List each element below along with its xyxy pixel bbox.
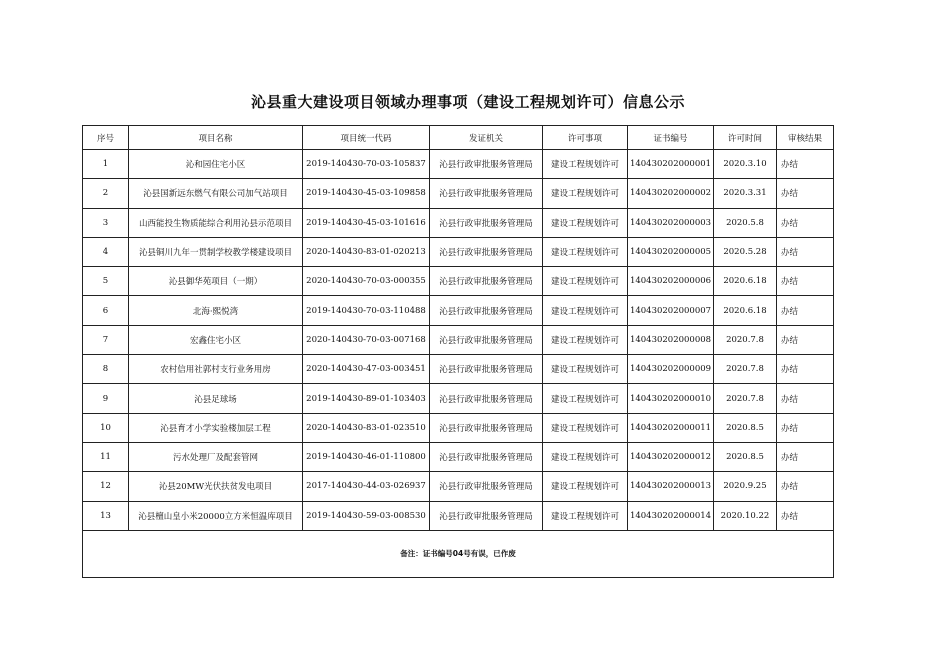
- cell-seq: 3: [83, 208, 129, 237]
- cell-seq: 10: [83, 413, 129, 442]
- cell-cert-number: 140430202000010: [628, 384, 714, 413]
- header-authority: 发证机关: [430, 126, 543, 150]
- cell-result: 办结: [777, 355, 834, 384]
- note-text: 备注：证书编号04号有误，已作废: [83, 530, 834, 577]
- cell-authority: 沁县行政审批服务管理局: [430, 413, 543, 442]
- cell-result: 办结: [777, 325, 834, 354]
- cell-seq: 12: [83, 472, 129, 501]
- cell-permit-date: 2020.3.31: [714, 179, 777, 208]
- cell-seq: 6: [83, 296, 129, 325]
- cell-project-code: 2020-140430-83-01-023510: [303, 413, 430, 442]
- cell-result: 办结: [777, 150, 834, 179]
- cell-cert-number: 140430202000014: [628, 501, 714, 530]
- cell-authority: 沁县行政审批服务管理局: [430, 472, 543, 501]
- cell-cert-number: 140430202000005: [628, 237, 714, 266]
- table-row: [83, 501, 834, 530]
- cell-permit-item: 建设工程规划许可: [543, 237, 628, 266]
- cell-result: 办结: [777, 501, 834, 530]
- cell-result: 办结: [777, 384, 834, 413]
- cell-seq: 5: [83, 267, 129, 296]
- cell-permit-date: 2020.5.8: [714, 208, 777, 237]
- cell-project-code: 2020-140430-70-03-000355: [303, 267, 430, 296]
- table-row: [83, 237, 834, 266]
- cell-permit-item: 建设工程规划许可: [543, 296, 628, 325]
- cell-permit-item: 建设工程规划许可: [543, 267, 628, 296]
- cell-project-code: 2017-140430-44-03-026937: [303, 472, 430, 501]
- header-result: 审核结果: [777, 126, 834, 150]
- cell-cert-number: 140430202000012: [628, 442, 714, 471]
- table-row: [83, 325, 834, 354]
- cell-authority: 沁县行政审批服务管理局: [430, 267, 543, 296]
- cell-project-name: 山西能投生物质能综合利用沁县示范项目: [129, 208, 303, 237]
- cell-project-code: 2019-140430-45-03-101616: [303, 208, 430, 237]
- permit-table: [82, 125, 834, 578]
- cell-project-name: 沁县铜川九年一贯制学校教学楼建设项目: [129, 237, 303, 266]
- cell-permit-item: 建设工程规划许可: [543, 472, 628, 501]
- cell-cert-number: 140430202000003: [628, 208, 714, 237]
- cell-permit-date: 2020.6.18: [714, 267, 777, 296]
- cell-project-code: 2019-140430-70-03-110488: [303, 296, 430, 325]
- table-row: [83, 267, 834, 296]
- cell-permit-date: 2020.9.25: [714, 472, 777, 501]
- cell-project-name: 污水处理厂及配套管网: [129, 442, 303, 471]
- cell-seq: 9: [83, 384, 129, 413]
- cell-project-code: 2019-140430-45-03-109858: [303, 179, 430, 208]
- table-header-row: [83, 126, 834, 150]
- cell-cert-number: 140430202000007: [628, 296, 714, 325]
- cell-authority: 沁县行政审批服务管理局: [430, 179, 543, 208]
- cell-project-name: 沁县20MW光伏扶贫发电项目: [129, 472, 303, 501]
- cell-authority: 沁县行政审批服务管理局: [430, 501, 543, 530]
- cell-seq: 11: [83, 442, 129, 471]
- cell-permit-item: 建设工程规划许可: [543, 179, 628, 208]
- cell-permit-date: 2020.5.28: [714, 237, 777, 266]
- cell-seq: 1: [83, 150, 129, 179]
- cell-permit-date: 2020.7.8: [714, 384, 777, 413]
- table-row: [83, 355, 834, 384]
- cell-authority: 沁县行政审批服务管理局: [430, 237, 543, 266]
- table-body: [83, 150, 834, 578]
- cell-seq: 13: [83, 501, 129, 530]
- header-seq: 序号: [83, 126, 129, 150]
- table-row: [83, 179, 834, 208]
- cell-cert-number: 140430202000001: [628, 150, 714, 179]
- table-row: [83, 413, 834, 442]
- cell-seq: 4: [83, 237, 129, 266]
- cell-permit-item: 建设工程规划许可: [543, 150, 628, 179]
- cell-authority: 沁县行政审批服务管理局: [430, 296, 543, 325]
- cell-cert-number: 140430202000011: [628, 413, 714, 442]
- cell-project-name: 沁县育才小学实验楼加层工程: [129, 413, 303, 442]
- cell-permit-item: 建设工程规划许可: [543, 413, 628, 442]
- cell-project-code: 2019-140430-59-03-008530: [303, 501, 430, 530]
- table-row: [83, 296, 834, 325]
- cell-result: 办结: [777, 237, 834, 266]
- header-permit-item: 许可事项: [543, 126, 628, 150]
- cell-seq: 8: [83, 355, 129, 384]
- cell-project-code: 2020-140430-83-01-020213: [303, 237, 430, 266]
- cell-project-name: 沁县国新远东燃气有限公司加气站项目: [129, 179, 303, 208]
- cell-authority: 沁县行政审批服务管理局: [430, 384, 543, 413]
- cell-result: 办结: [777, 413, 834, 442]
- cell-result: 办结: [777, 442, 834, 471]
- table-row: [83, 150, 834, 179]
- cell-permit-item: 建设工程规划许可: [543, 384, 628, 413]
- cell-project-name: 农村信用社郭村支行业务用房: [129, 355, 303, 384]
- cell-permit-date: 2020.6.18: [714, 296, 777, 325]
- cell-project-code: 2019-140430-89-01-103403: [303, 384, 430, 413]
- cell-permit-item: 建设工程规划许可: [543, 442, 628, 471]
- cell-seq: 2: [83, 179, 129, 208]
- cell-project-code: 2019-140430-70-03-105837: [303, 150, 430, 179]
- cell-project-name: 沁县足球场: [129, 384, 303, 413]
- cell-cert-number: 140430202000002: [628, 179, 714, 208]
- cell-project-name: 宏鑫住宅小区: [129, 325, 303, 354]
- cell-cert-number: 140430202000013: [628, 472, 714, 501]
- page-title: 沁县重大建设项目领域办理事项（建设工程规划许可）信息公示: [250, 93, 685, 111]
- cell-authority: 沁县行政审批服务管理局: [430, 442, 543, 471]
- cell-authority: 沁县行政审批服务管理局: [430, 150, 543, 179]
- cell-permit-item: 建设工程规划许可: [543, 325, 628, 354]
- table-row: [83, 208, 834, 237]
- cell-permit-item: 建设工程规划许可: [543, 501, 628, 530]
- cell-permit-date: 2020.7.8: [714, 325, 777, 354]
- header-cert-number: 证书编号: [628, 126, 714, 150]
- header-project-name: 项目名称: [129, 126, 303, 150]
- cell-project-name: 沁和园住宅小区: [129, 150, 303, 179]
- cell-result: 办结: [777, 296, 834, 325]
- cell-project-name: 沁县檀山皇小米20000立方米恒温库项目: [129, 501, 303, 530]
- cell-result: 办结: [777, 208, 834, 237]
- cell-project-name: 沁县御华苑项目（一期）: [129, 267, 303, 296]
- table-row: [83, 472, 834, 501]
- cell-result: 办结: [777, 472, 834, 501]
- cell-project-code: 2020-140430-70-03-007168: [303, 325, 430, 354]
- table-row: [83, 442, 834, 471]
- cell-project-code: 2020-140430-47-03-003451: [303, 355, 430, 384]
- cell-authority: 沁县行政审批服务管理局: [430, 355, 543, 384]
- cell-permit-date: 2020.8.5: [714, 442, 777, 471]
- cell-result: 办结: [777, 267, 834, 296]
- cell-permit-item: 建设工程规划许可: [543, 355, 628, 384]
- cell-result: 办结: [777, 179, 834, 208]
- cell-cert-number: 140430202000009: [628, 355, 714, 384]
- header-project-code: 项目统一代码: [303, 126, 430, 150]
- header-permit-date: 许可时间: [714, 126, 777, 150]
- cell-permit-date: 2020.3.10: [714, 150, 777, 179]
- cell-cert-number: 140430202000006: [628, 267, 714, 296]
- cell-project-name: 北海·熙悦湾: [129, 296, 303, 325]
- cell-permit-date: 2020.10.22: [714, 501, 777, 530]
- cell-permit-item: 建设工程规划许可: [543, 208, 628, 237]
- cell-seq: 7: [83, 325, 129, 354]
- note-row: [83, 530, 834, 577]
- cell-permit-date: 2020.7.8: [714, 355, 777, 384]
- table-row: [83, 384, 834, 413]
- cell-cert-number: 140430202000008: [628, 325, 714, 354]
- cell-authority: 沁县行政审批服务管理局: [430, 325, 543, 354]
- cell-project-code: 2019-140430-46-01-110800: [303, 442, 430, 471]
- cell-authority: 沁县行政审批服务管理局: [430, 208, 543, 237]
- cell-permit-date: 2020.8.5: [714, 413, 777, 442]
